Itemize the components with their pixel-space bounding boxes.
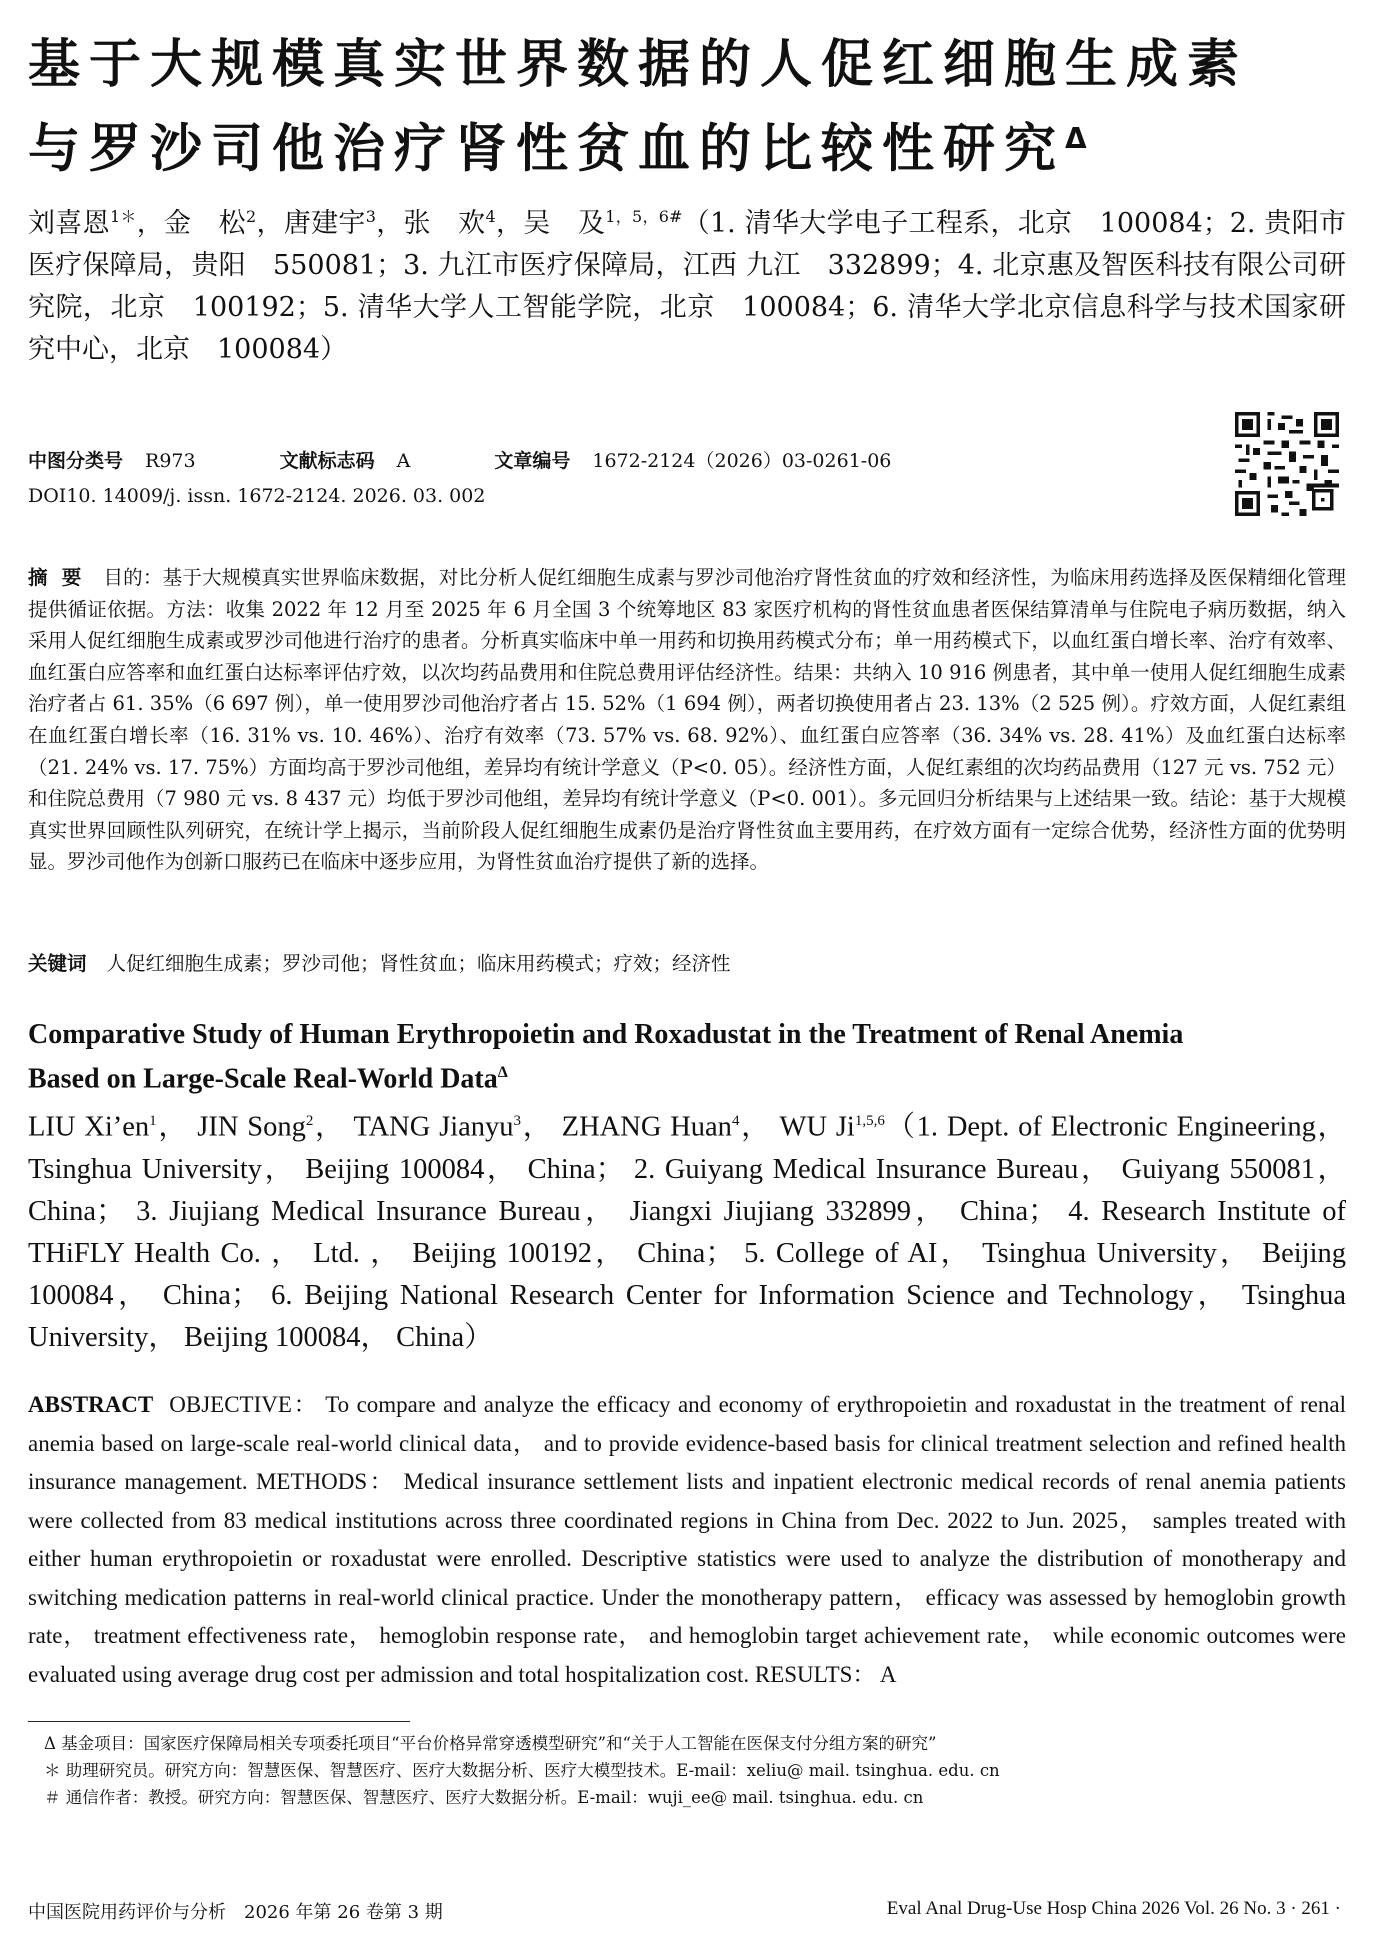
author-cn-3: ，唐建宇	[256, 208, 366, 239]
author-cn-5: ，吴 及	[495, 208, 606, 239]
class-value: R973	[145, 450, 196, 472]
author-en-2-sup: 2	[305, 1113, 314, 1129]
author-en-5-sup: 1,5,6	[854, 1113, 885, 1129]
abstract-cn-label: 摘要	[28, 566, 96, 589]
title-en-line2	[28, 1054, 1348, 1098]
footnote-fund: Δ 基金项目：国家医疗保障局相关专项委托项目“平台价格异常穿透模型研究”和“关于人工智能在医保支付分组方案的研究”	[44, 1734, 937, 1753]
footer-journal-en: Eval Anal Drug-Use Hosp China 2026 Vol. 26 No. 3 · 261 ·	[886, 1898, 1341, 1919]
abstract-chinese	[28, 562, 1346, 878]
affiliations-en: （1. Dept. of Electronic Engineering， Tsinghua University， Beijing 100084， China； 2. Guiyang Medical Insurance Bureau， Guiyang 550081， China； 3. Jiujiang Medical Insurance Bureau， Jiangxi Jiujiang 332899， China； 4. Research Institute of THiFLY Health Co. ， Ltd. ， Beijing 100192， China； 5. College of AI， Tsinghua University， Beijing 100084， China； 6. Beijing National Research Center for Information Science and Technology， Tsinghua University， Beijing 100084， China）	[28, 1111, 1347, 1353]
footnote-divider	[28, 1721, 410, 1722]
title-en-line1: Comparative Study of Human Erythropoietin and Roxadustat in the Treatment of Renal Anemia	[28, 1019, 1184, 1050]
author-cn-2-sup: 2	[246, 207, 257, 226]
abstract-en-text: OBJECTIVE： To compare and analyze the efficacy and economy of erythropoietin and roxadustat in the treatment of renal anemia based on large-scale real-world clinical data， and to provide evidence-based basis for clinical treatment selection and refined health insurance management. METHODS： Medical insurance settlement lists and inpatient electronic medical records of renal anemia patients were collected from 83 medical institutions across three coordinated regions in China from Dec. 2022 to Jun. 2025， samples treated with either human erythropoietin or roxadustat were enrolled. Descriptive statistics were used to analyze the distribution of monotherapy and switching medication patterns in real-world clinical practice. Under the monotherapy pattern， efficacy was assessed by hemoglobin growth rate， treatment effectiveness rate， hemoglobin response rate， and hemoglobin target achievement rate， while economic outcomes were evaluated using average drug cost per admission and total hospitalization cost. RESULTS： A	[28, 1392, 1346, 1687]
authors-english	[28, 1100, 1346, 1359]
author-en-1: LIU Xi’en	[28, 1111, 150, 1143]
doi-row	[28, 485, 485, 507]
keywords-chinese	[28, 948, 1346, 980]
author-en-3: ， TANG Jianyu	[313, 1111, 514, 1143]
author-cn-1: 刘喜恩	[28, 208, 110, 239]
author-en-4: ， ZHANG Huan	[521, 1111, 732, 1143]
abstract-cn-text: 目的：基于大规模真实世界临床数据，对比分析人促红细胞生成素与罗沙司他治疗肾性贫血的疗效和经济性，为临床用药选择及医保精细化管理提供循证依据。方法：收集 2022 年 12 月至 2025 年 6 月全国 3 个统筹地区 83 家医疗机构的肾性贫血患者医保结算清单与住院电子病历数据，纳入采用人促红细胞生成素或罗沙司他进行治疗的患者。分析真实临床中单一用药和切换用药模式分布；单一用药模式下，以血红蛋白增长率、治疗有效率、血红蛋白应答率和血红蛋白达标率评估疗效，以次均药品费用和住院总费用评估经济性。结果：共纳入 10 916 例患者，其中单一使用人促红细胞生成素治疗者占 61. 35%（6 697 例），单一使用罗沙司他治疗者占 15. 52%（1 694 例），两者切换使用者占 23. 13%（2 525 例）。疗效方面，人促红素组在血红蛋白增长率（16. 31% vs. 10. 46%）、治疗有效率（73. 57% vs. 68. 92%）、血红蛋白应答率（36. 34% vs. 28. 41%）及血红蛋白达标率（21. 24% vs. 17. 75%）方面均高于罗沙司他组，差异均有统计学意义（P<0. 05）。经济性方面，人促红素组的次均药品费用（127 元 vs. 752 元）和住院总费用（7 980 元 vs. 8 437 元）均低于罗沙司他组，差异均有统计学意义（P<0. 001）。多元回归分析结果与上述结果一致。结论：基于大规模真实世界回顾性队列研究，在统计学上揭示，当前阶段人促红细胞生成素仍是治疗肾性贫血主要用药，在疗效方面有一定综合优势，经济性方面的优势明显。罗沙司他作为创新口服药已在临床中逐步应用，为肾性贫血治疗提供了新的选择。	[28, 566, 1346, 874]
author-cn-5-sup: 1，5，6#	[605, 207, 683, 226]
author-cn-4: ，张 欢	[375, 208, 486, 239]
qr-code-icon[interactable]	[1235, 412, 1339, 516]
title-english	[28, 1016, 1348, 1098]
author-en-5: ， WU Ji	[739, 1111, 855, 1143]
author-en-1-sup: 1	[149, 1113, 157, 1129]
footnote-first-author: ＊ 助理研究员。研究方向：智慧医保、智慧医疗、医疗大数据分析、医疗大模型技术。E-mail：xeliu@ mail. tsinghua. edu. cn	[44, 1761, 1000, 1780]
class-label: 中图分类号	[28, 450, 124, 472]
fund-mark-en: Δ	[497, 1064, 508, 1081]
author-cn-1-sup: 1＊	[109, 207, 137, 226]
title-chinese	[28, 28, 1348, 186]
author-cn-2: ，金 松	[136, 208, 246, 239]
title-cn-line2	[28, 102, 1348, 186]
article-value: 1672-2124（2026）03-0261-06	[592, 450, 892, 472]
doi-value: 10. 14009/j. issn. 1672-2124. 2026. 03. 002	[66, 485, 486, 507]
footnotes	[44, 1730, 1344, 1811]
footnote-corresponding: ＃ 通信作者：教授。研究方向：智慧医保、智慧医疗、医疗大数据分析。E-mail：wuji_ee@ mail. tsinghua. edu. cn	[44, 1788, 924, 1807]
footer-journal-cn: 中国医院用药评价与分析 2026 年第 26 卷第 3 期	[28, 1902, 443, 1923]
authors-chinese	[28, 196, 1346, 371]
title-cn-line1: 基于大规模真实世界数据的人促红细胞生成素	[28, 35, 1249, 95]
fund-mark: Δ	[1065, 122, 1087, 155]
author-en-4-sup: 4	[731, 1113, 740, 1129]
abstract-english	[28, 1386, 1346, 1694]
author-en-2: ， JIN Song	[156, 1111, 306, 1143]
doc-value: A	[396, 450, 411, 472]
affiliations-cn: （1. 清华大学电子工程系，北京 100084；2. 贵阳市医疗保障局，贵阳 550081；3. 九江市医疗保障局，江西 九江 332899；4. 北京惠及智医科技有限公司研究院，北京 100192；5. 清华大学人工智能学院，北京 100084；6. 清华大学北京信息科学与技术国家研究中心，北京 100084）	[28, 208, 1347, 365]
classification-row	[28, 446, 891, 473]
author-cn-3-sup: 3	[365, 207, 376, 226]
article-label: 文章编号	[494, 450, 571, 472]
abstract-en-label: ABSTRACT	[28, 1392, 154, 1417]
title-en-line2-text: Based on Large-Scale Real-World Data	[28, 1063, 498, 1095]
keywords-cn-text: 人促红细胞生成素；罗沙司他；肾性贫血；临床用药模式；疗效；经济性	[106, 952, 731, 975]
author-en-3-sup: 3	[513, 1113, 522, 1129]
doc-label: 文献标志码	[279, 450, 375, 472]
doi-label: DOI	[28, 485, 67, 507]
keywords-cn-label: 关键词	[28, 952, 87, 975]
title-cn-line2-text: 与罗沙司他治疗肾性贫血的比较性研究	[28, 119, 1066, 180]
author-cn-4-sup: 4	[485, 207, 496, 226]
